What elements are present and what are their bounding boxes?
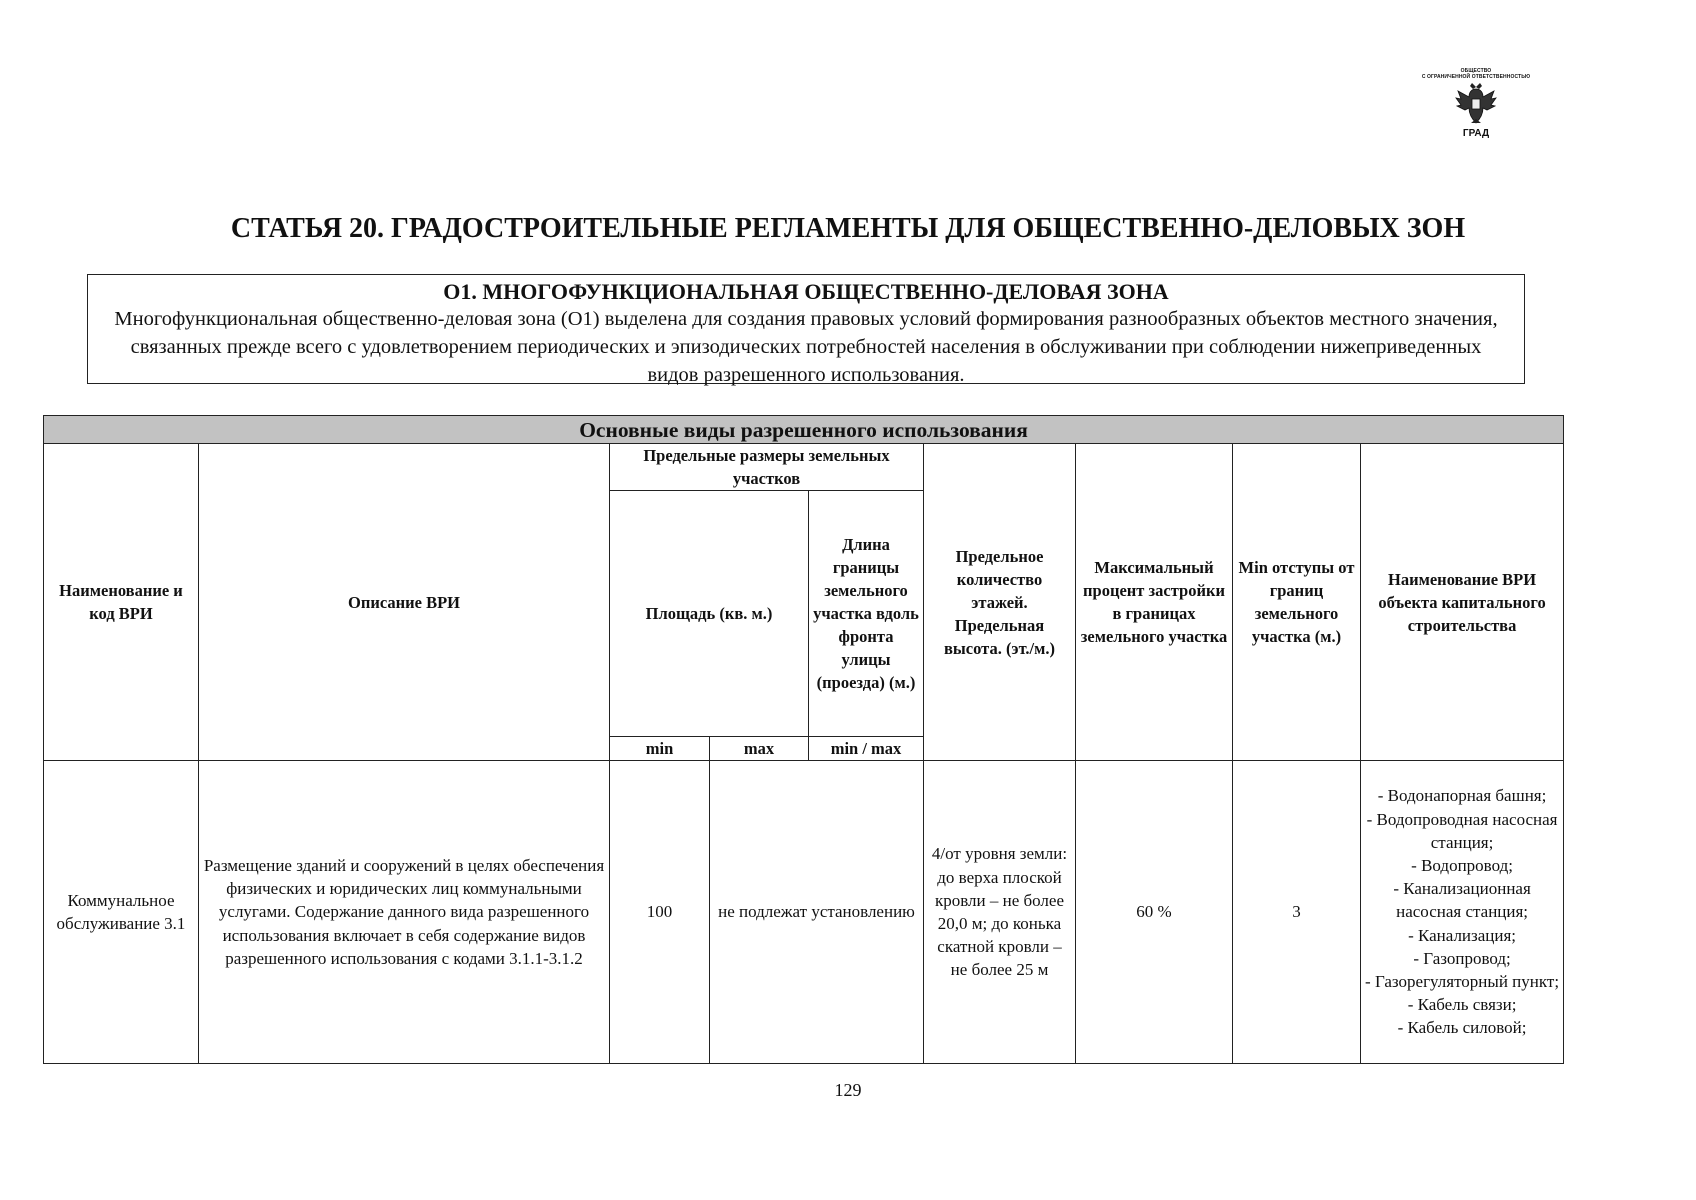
header-description: Описание ВРИ xyxy=(199,444,610,761)
cell-objects xyxy=(1361,761,1564,1064)
zone-description: Многофункциональная общественно-деловая зона (О1) выделена для создания правовых условий формирования разнообразных объектов местного значения, связанных прежде всего с удовлетворением периодических и эпизодических потребностей населения в обслуживании при соблюдении нижеприведенных видов разрешенного использования. xyxy=(114,308,1498,386)
header-setbacks: Min отступы от границ земельного участка (м.) xyxy=(1233,444,1361,761)
object-list-item: - Водопровод; xyxy=(1411,855,1513,875)
page-number: 129 xyxy=(834,1080,862,1100)
company-logo xyxy=(1395,68,1557,152)
header-floors: Предельное количество этажей. Предельная высота. (эт./м.) xyxy=(924,444,1076,761)
object-list-item: - Водонапорная башня; xyxy=(1377,786,1547,806)
header-object-names: Наименование ВРИ объекта капитального строительства xyxy=(1361,444,1564,761)
header-frontage: Длина границы земельного участка вдоль фронта улицы (проезда) (м.) xyxy=(809,491,924,737)
cell-description: Размещение зданий и сооружений в целях обеспечения физических и юридических лиц коммунальными услугами. Содержание данного вида разрешенного использования включает в себя содержание видов разрешенного использования с кодами 3.1.1-3.1.2 xyxy=(199,761,610,1064)
cell-coverage: 60 % xyxy=(1076,761,1233,1064)
header-plot-sizes: Предельные размеры земельных участков xyxy=(610,444,924,491)
object-list-item: - Газопровод; xyxy=(1413,948,1511,968)
eagle-emblem-icon xyxy=(1453,81,1499,127)
object-list-item: - Водопроводная насосная станция; xyxy=(1366,809,1558,852)
zone-description-box xyxy=(87,274,1525,384)
object-list-item: - Кабель связи; xyxy=(1407,995,1517,1015)
object-list-item: - Канализационная насосная станция; xyxy=(1393,879,1531,922)
zone-title: О1. МНОГОФУНКЦИОНАЛЬНАЯ ОБЩЕСТВЕННО-ДЕЛОВАЯ ЗОНА xyxy=(443,279,1169,304)
object-list-item: - Газорегуляторный пункт; xyxy=(1365,972,1560,991)
object-list-item: - Кабель силовой; xyxy=(1397,1018,1527,1038)
cell-area-max-frontage: не подлежат установлению xyxy=(710,761,924,1064)
object-list-item: - Канализация; xyxy=(1408,925,1517,945)
logo-org-line2: С ОГРАНИЧЕННОЙ ОТВЕТСТВЕННОСТЬЮ xyxy=(1421,74,1531,80)
header-area: Площадь (кв. м.) xyxy=(610,491,809,737)
table-row xyxy=(44,761,1564,1064)
logo-name: ГРАД xyxy=(1462,128,1490,139)
header-name-code: Наименование и код ВРИ xyxy=(44,444,199,761)
cell-name-code: Коммунальное обслуживание 3.1 xyxy=(44,761,199,1064)
header-max: max xyxy=(710,737,809,761)
cell-area-min: 100 xyxy=(610,761,710,1064)
article-title: СТАТЬЯ 20. ГРАДОСТРОИТЕЛЬНЫЕ РЕГЛАМЕНТЫ ДЛЯ ОБЩЕСТВЕННО-ДЕЛОВЫХ ЗОН xyxy=(230,213,1466,244)
cell-setbacks: 3 xyxy=(1233,761,1361,1064)
header-min-max: min / max xyxy=(809,737,924,761)
header-min: min xyxy=(610,737,710,761)
logo-org-line1: ОБЩЕСТВО xyxy=(1460,68,1492,74)
cell-floors: 4/от уровня земли: до верха плоской кровли – не более 20,0 м; до конька скатной кровли – не более 25 м xyxy=(924,761,1076,1064)
table-band-title: Основные виды разрешенного использования xyxy=(44,416,1564,444)
regulations-table xyxy=(43,415,1564,1064)
header-coverage: Максимальный процент застройки в границах земельного участка xyxy=(1076,444,1233,761)
